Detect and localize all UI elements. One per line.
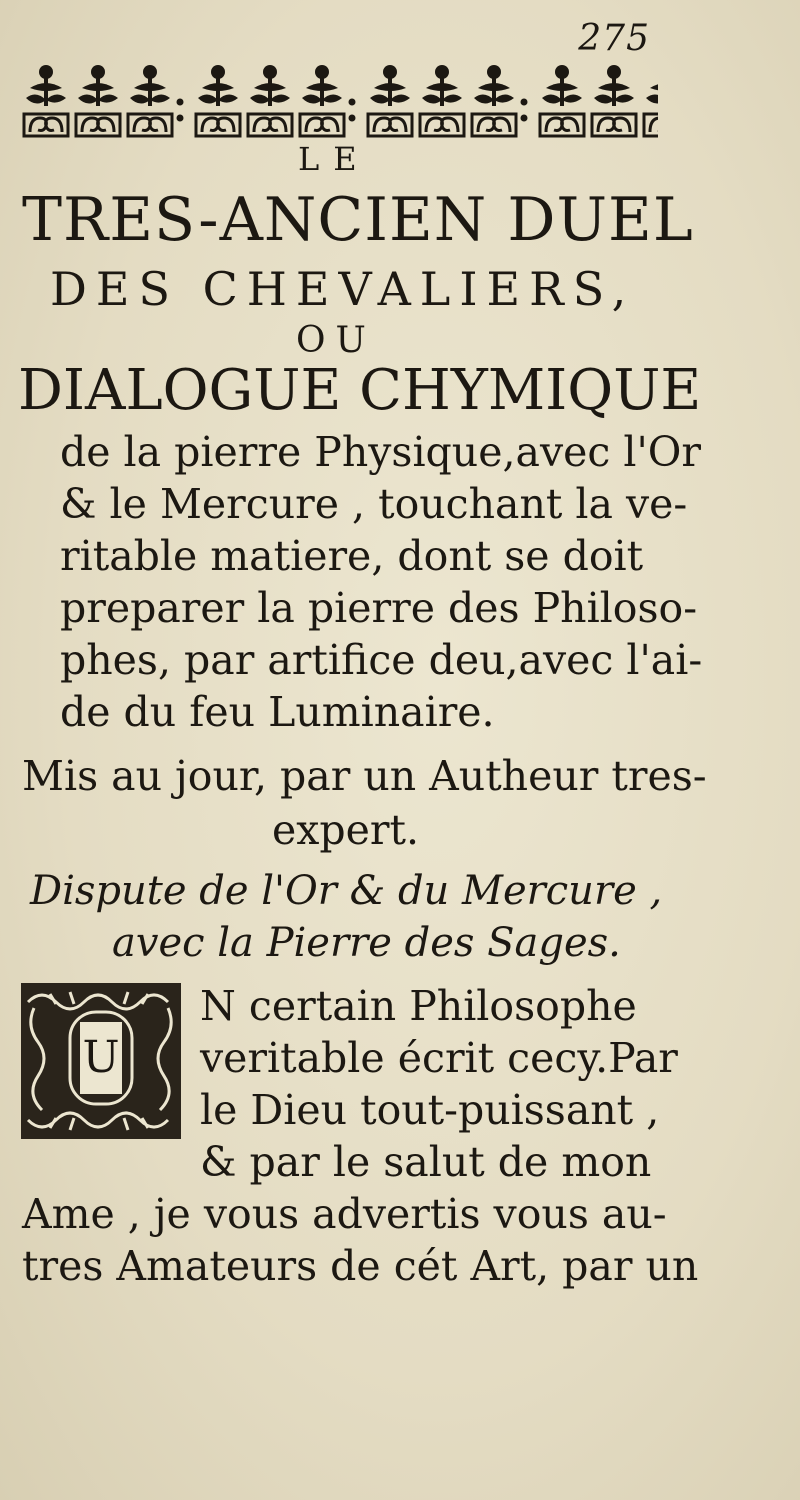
description-line: ritable matiere, dont se doit: [60, 532, 644, 580]
description-line: de la pierre Physique,avec l'Or: [60, 428, 701, 476]
title-line-4: DIALOGUE CHYMIQUE: [18, 358, 702, 423]
subtitle-line: avec la Pierre des Sages.: [112, 920, 621, 966]
title-line-1: TRES-ANCIEN DUEL: [22, 185, 694, 255]
title-line-3: OU: [296, 320, 376, 361]
paragraph-line: & par le salut de mon: [200, 1138, 652, 1186]
description-line: phes, par artifice deu,avec l'ai-: [60, 636, 703, 684]
paragraph-line: Ame , je vous advertis vous au-: [22, 1190, 667, 1238]
subtitle-line: Dispute de l'Or & du Mercure ,: [30, 868, 663, 914]
description-line: preparer la pierre des Philoso-: [60, 584, 698, 632]
heading-article: LE: [298, 140, 371, 178]
paragraph-line: N certain Philosophe: [200, 982, 637, 1030]
description-line: de du feu Luminaire.: [60, 688, 495, 736]
page-number: 275: [578, 18, 650, 59]
paragraph-line: veritable écrit cecy.Par: [200, 1034, 678, 1082]
author-line: Mis au jour, par un Autheur tres-: [22, 752, 707, 800]
fleuron-band-icon: [18, 62, 658, 140]
paragraph-line: tres Amateurs de cét Art, par un: [22, 1242, 699, 1290]
title-line-2: DES CHEVALIERS,: [50, 262, 636, 316]
initial-letter: U: [80, 1022, 122, 1094]
decorated-initial: [20, 982, 182, 1140]
author-line: expert.: [272, 806, 420, 854]
paragraph-line: le Dieu tout-puissant ,: [200, 1086, 660, 1134]
description-line: & le Mercure , touchant la ve-: [60, 480, 688, 528]
